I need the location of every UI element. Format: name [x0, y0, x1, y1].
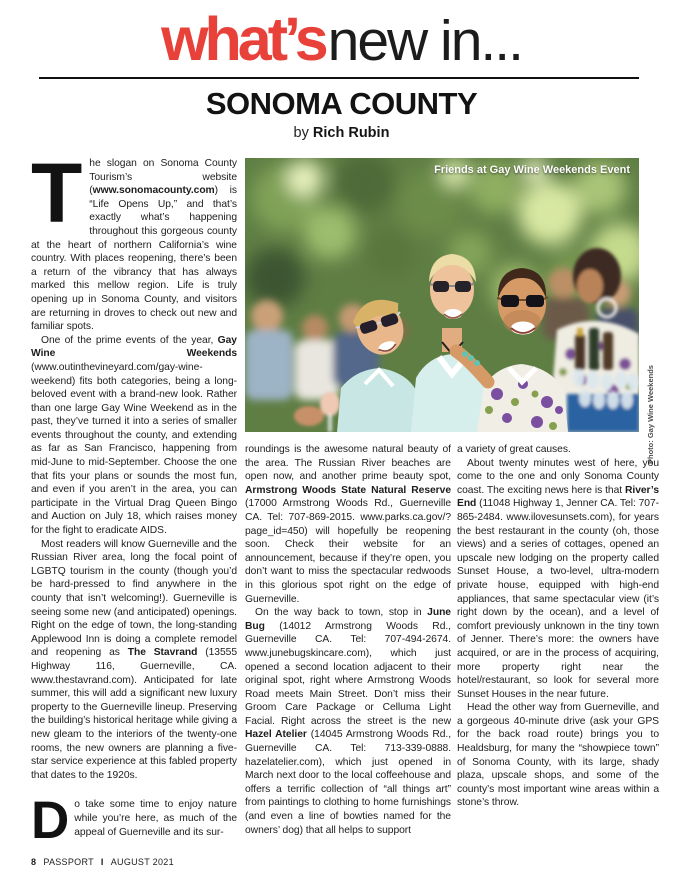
- footer-page-number: 8: [31, 857, 37, 867]
- article-column-3: [457, 443, 659, 810]
- article-text: (14012 Armstrong Woods Rd., Guerneville CA. Tel: 707-494-2674. www.junebugskincare.com), which just opened a second location adjacent to their original spot, right where Armstrong Woods Road meets Main Street. Don’t miss their Groom Care Package or Celluma Light Facial. Right across the street is the new: [245, 620, 451, 727]
- article-paragraph: [457, 443, 659, 457]
- masthead-new-in: new in...: [327, 9, 522, 73]
- article-text: (www.outinthevineyard.com/gay-wine-weekend) fits both categories, being a long-beloved event with a brand-new look. Rather than one large Gay Wine Weekend as in the past, they’ve turned it into a series of smaller events throughout the county, and extending as far as San Francisco, happening from mid-June to mid-September. Choose the one that fits your plans or sounds the most fun, and even if you aren’t in the area, you can participate in the Virtual Drag Queen Bingo and Auction on July 18, which raises money for the fight to eradicate AIDS.: [31, 361, 237, 537]
- article-paragraph: [245, 606, 451, 837]
- article-text: a variety of great causes.: [457, 444, 571, 455]
- article-text: (11048 Highway 1, Jenner CA. Tel: 707-865-2484. www.ilovesunsets.com), for years the best restaurant in the county (oh, those views) and a series of cottages, opened an upscale new lodging on the property called Sunset House, a two-level, ultra-modern private house, equipped with high-end appliances, that same spectacular view (it’s right down by the ocean), and a level of comfort previously unknown in the tiny town of Jenner. There’s more: the owners have acquired, or are in the process of acquiring, more property right near the hotel/restaurant, so look for several more Sunset Houses in the near future.: [457, 498, 659, 700]
- byline: [0, 125, 683, 141]
- event-photo: [245, 158, 639, 432]
- article-paragraph: [457, 457, 659, 702]
- article-bold-term: June Bug: [245, 607, 451, 632]
- article-text: (14045 Armstrong Woods Rd., Guerneville CA. Tel: 713-339-0888. hazelatelier.com), which just opened in March next door to the local coffeehouse and offers a terrific collection of “all things art” from paintings to clothing to home furnishings (and even a line of bowties named for the owners’ dog) that all helps to support: [245, 729, 452, 836]
- page-title: SONOMA COUNTY: [205, 86, 478, 121]
- footer-issue: AUGUST 2021: [110, 857, 174, 867]
- article-bold-term: The Stavrand: [127, 647, 198, 659]
- article-paragraph: [31, 146, 237, 334]
- photo-credit: Photo: Gay Wine Weekends: [646, 365, 655, 464]
- article-bold-term: Armstrong Woods State Natural Reserve: [245, 484, 451, 496]
- article-text: Head the other way from Guerneville, and a gorgeous 40-minute drive (ask your GPS for the back road route) brings you to Healdsburg, for many the “showpiece town” of Sonoma County, with its large, shady plaza, upscale shops, and some of the county’s most important wine areas within a stone’s throw.: [457, 702, 659, 809]
- byline-name: Rich Rubin: [312, 125, 390, 141]
- article-text: On the way back to town, stop in: [255, 607, 428, 619]
- masthead-whats: what’s: [161, 5, 325, 73]
- article-bold-term: Hazel Atelier: [245, 729, 307, 741]
- page-footer: [31, 857, 174, 867]
- article-text: roundings is the awesome natural beauty of the area. The Russian River beaches are open now, and another prime beauty spot,: [245, 444, 451, 483]
- article-text: Most readers will know Guerneville and the Russian River area, long the focal point of LGBTQ tourism in the county (though you’d be hard-pressed to find anywhere in the county that isn’t welcoming!). Guerneville is seeing some new (and anticipated) openings. Right on the edge of town, the long-standing Applewood Inn is doing a complete remodel and reopening as: [31, 538, 237, 659]
- section-masthead: [0, 4, 683, 74]
- article-paragraph: [457, 701, 659, 810]
- article-text: o take some time to enjoy nature while you’re here, as much of the appeal of Guerneville and its sur-: [74, 799, 237, 838]
- article-column-1: [31, 146, 238, 851]
- dropcap: D: [31, 791, 70, 851]
- article-paragraph: [245, 443, 451, 606]
- article-bold-term: Gay Wine Weekends: [31, 334, 237, 360]
- article-bold-term: www.sonomacounty.com: [92, 185, 215, 197]
- article-paragraph: [31, 538, 237, 783]
- masthead-rule: [39, 77, 639, 79]
- event-photo-illustration: [245, 158, 639, 432]
- article-text: One of the prime events of the year,: [41, 334, 218, 346]
- article-text: About twenty minutes west of here, you come to the one and only Sonoma County coast. The exciting news here is that: [457, 457, 659, 496]
- article-text: he slogan on Sonoma County Tourism’s website (: [89, 158, 237, 197]
- article-text: ) is “Life Opens Up,” and that’s exactly what’s happening throughout this gorgeous county at the heart of northern California’s wine country. With places reopening, there’s been a return of the vibrancy that has always marked this mellow region. Life is truly opening up in Sonoma County, and visitors are returning in droves to check out new and familiar spots.: [31, 185, 237, 333]
- article-paragraph: [31, 334, 237, 538]
- byline-prefix: by: [293, 125, 309, 141]
- photo-caption: Friends at Gay Wine Weekends Event: [434, 164, 630, 176]
- article-text: (13555 Highway 116, Guerneville, CA. www.thestavrand.com). Anticipated for late summer, this will add a significant new luxury property to the Guerneville lineup. Preserving the building’s historical heritage while giving a new gleam to the interiors of the twenty-one rooms, the new owners are planning a five-star service experience at this fabled property that dates to the 1920s.: [31, 647, 238, 781]
- article-column-2: [245, 443, 451, 837]
- article-paragraph: [31, 791, 237, 851]
- footer-magazine-name: PASSPORT: [43, 857, 94, 867]
- footer-separator: I: [100, 857, 104, 867]
- dropcap: T: [31, 146, 83, 240]
- article-text: (17000 Armstrong Woods Rd., Guerneville CA. Tel: 707-869-2015. www.parks.ca.gov/?page_id=450) will hopefully be reopening soon. Check their website for an announcement, because if they’re open, you don’t want to miss the spectacular redwoods in this glorious spot right on the edge of Guerneville.: [245, 498, 451, 605]
- article-bold-term: River’s End: [457, 484, 659, 510]
